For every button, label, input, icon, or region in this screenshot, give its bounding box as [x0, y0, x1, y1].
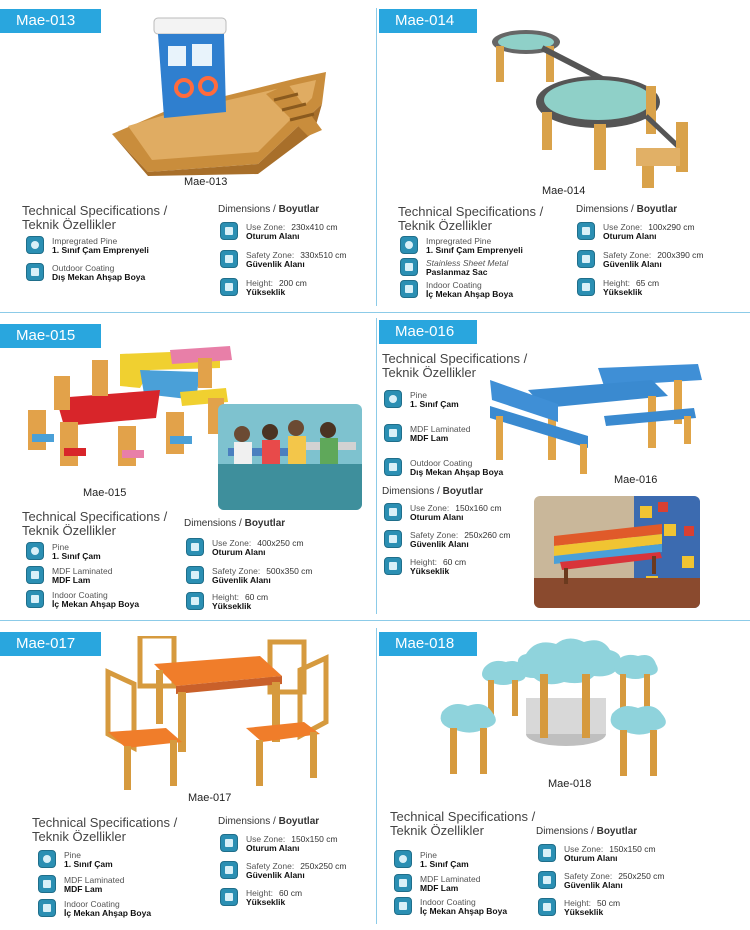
height-icon — [220, 888, 238, 906]
product-code-tag: Mae-017 — [0, 632, 101, 656]
height-icon — [577, 278, 595, 296]
bench-table-set-image — [488, 360, 704, 476]
safety-zone-icon — [538, 871, 556, 889]
use-zone-icon — [220, 222, 238, 240]
coating-icon — [400, 280, 418, 298]
divider-col-2 — [376, 318, 377, 614]
use-zone-icon — [220, 834, 238, 852]
mdf-icon — [26, 566, 44, 584]
product-caption: Mae-016 — [614, 474, 658, 486]
safety-zone-icon — [577, 250, 595, 268]
safety-zone-icon — [220, 861, 238, 879]
product-caption: Mae-018 — [548, 778, 592, 790]
dimensions-heading: Dimensions / Boyutlar — [184, 518, 286, 529]
product-code-tag: Mae-018 — [379, 632, 477, 656]
bench-photo — [534, 496, 700, 608]
dimensions-heading: Dimensions / Boyutlar — [218, 204, 320, 215]
mdf-icon — [38, 875, 56, 893]
use-zone-icon — [538, 844, 556, 862]
divider-col-3 — [376, 628, 377, 924]
wood-icon — [400, 236, 418, 254]
safety-zone-icon — [384, 530, 402, 548]
wood-icon — [384, 390, 402, 408]
coating-icon — [384, 458, 402, 476]
safety-zone-icon — [186, 566, 204, 584]
technical-specifications-heading: Technical Specifications / Teknik Özellikler — [382, 351, 528, 380]
coating-icon — [26, 590, 44, 608]
height-icon — [538, 898, 556, 916]
product-caption: Mae-017 — [188, 792, 232, 804]
mdf-icon — [394, 874, 412, 892]
coating-icon — [394, 897, 412, 915]
divider-row-1 — [0, 312, 750, 313]
wood-icon — [38, 850, 56, 868]
product-code-tag: Mae-013 — [0, 9, 101, 33]
divider-row-2 — [0, 620, 750, 621]
dimensions-heading: Dimensions / Boyutlar — [536, 826, 638, 837]
wood-icon — [26, 542, 44, 560]
technical-specifications-heading: Technical Specifications / Teknik Özellikler — [32, 815, 178, 844]
divider-col-1 — [376, 8, 377, 306]
dimensions-heading: Dimensions / Boyutlar — [576, 204, 678, 215]
use-zone-icon — [186, 538, 204, 556]
sand-water-table-image — [486, 26, 708, 192]
product-caption: Mae-015 — [83, 487, 127, 499]
wood-icon — [26, 236, 44, 254]
product-caption: Mae-014 — [542, 185, 586, 197]
technical-specifications-heading: Technical Specifications / Teknik Özellikler — [390, 809, 536, 838]
square-table-chairs-image — [104, 636, 330, 796]
technical-specifications-heading: Technical Specifications / Teknik Özellikler — [22, 203, 168, 232]
product-code-tag: Mae-015 — [0, 324, 101, 348]
wood-icon — [394, 850, 412, 868]
use-zone-icon — [577, 222, 595, 240]
product-caption: Mae-013 — [184, 176, 228, 188]
product-code-tag: Mae-014 — [379, 9, 477, 33]
technical-specifications-heading: Technical Specifications / Teknik Özellikler — [398, 204, 544, 233]
use-zone-icon — [384, 503, 402, 521]
technical-specifications-heading: Technical Specifications / Teknik Özellikler — [22, 509, 168, 538]
classroom-table-set-image — [20, 338, 242, 484]
mdf-icon — [384, 424, 402, 442]
metal-icon — [400, 258, 418, 276]
dimensions-heading: Dimensions / Boyutlar — [382, 486, 484, 497]
dimensions-heading: Dimensions / Boyutlar — [218, 816, 320, 827]
boat-playhouse-image — [108, 14, 334, 176]
height-icon — [384, 557, 402, 575]
cloud-table-stools-image — [436, 638, 686, 780]
coating-icon — [26, 263, 44, 281]
safety-zone-icon — [220, 250, 238, 268]
coating-icon — [38, 899, 56, 917]
classroom-photo — [218, 404, 362, 510]
height-icon — [220, 278, 238, 296]
product-code-tag: Mae-016 — [379, 320, 477, 344]
height-icon — [186, 592, 204, 610]
